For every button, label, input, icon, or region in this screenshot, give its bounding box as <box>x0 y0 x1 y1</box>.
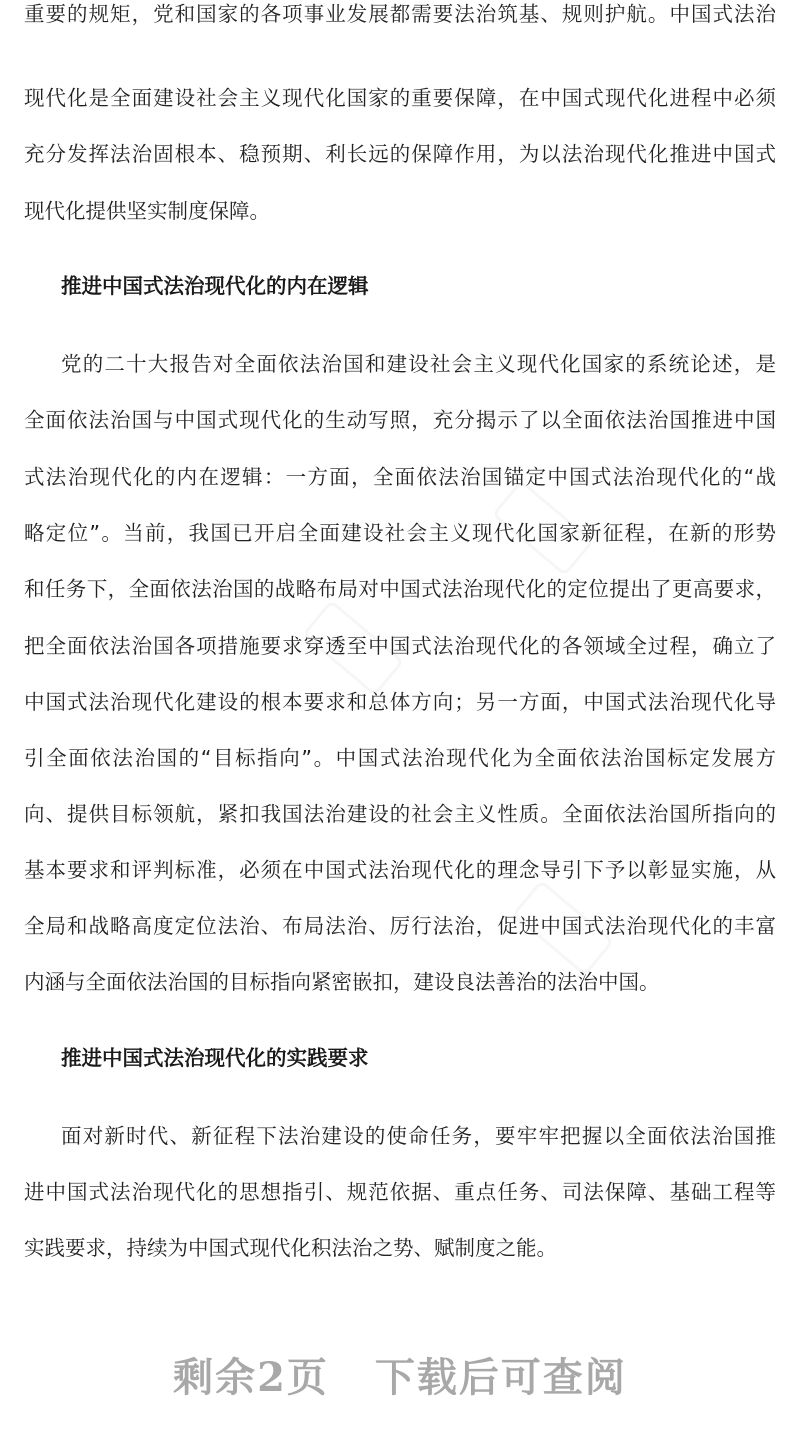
text-line: 式法治现代化的内在逻辑：一方面，全面依法治国锚定中国式法治现代化的“战 <box>24 465 776 489</box>
text-line: 中国式法治现代化建设的根本要求和总体方向；另一方面，中国式法治现代化导 <box>24 690 776 714</box>
download-to-view-label: 下载后可查阅 <box>374 1354 627 1401</box>
text-line: 现代化是全面建设社会主义现代化国家的重要保障，在中国式现代化进程中必须 <box>24 86 776 110</box>
text-line: 现代化提供坚实制度保障。 <box>24 199 270 223</box>
text-line: 把全面依法治国各项措施要求穿透至中国式法治现代化的各领域全过程，确立了 <box>24 634 776 658</box>
text-line: 内涵与全面依法治国的目标指向紧密嵌扣，建设良法善治的法治中国。 <box>24 970 660 994</box>
section-heading: 推进中国式法治现代化的实践要求 <box>61 1046 369 1070</box>
text-line: 充分发挥法治固根本、稳预期、利长远的保障作用，为以法治现代化推进中国式 <box>24 142 776 166</box>
text-line: 全面依法治国与中国式现代化的生动写照，充分揭示了以全面依法治国推进中国 <box>24 408 776 432</box>
text-line: 引全面依法治国的“目标指向”。中国式法治现代化为全面依法治国标定发展方 <box>24 746 776 770</box>
text-line: 略定位”。当前，我国已开启全面建设社会主义现代化国家新征程，在新的形势 <box>24 521 776 545</box>
text-line: 实践要求，持续为中国式现代化积法治之势、赋制度之能。 <box>24 1236 557 1260</box>
text-line: 和任务下，全面依法治国的战略布局对中国式法治现代化的定位提出了更高要求， <box>24 577 776 601</box>
section-heading: 推进中国式法治现代化的内在逻辑 <box>61 274 369 298</box>
text-line: 基本要求和评判标准，必须在中国式法治现代化的理念导引下予以彰显实施，从 <box>24 858 776 882</box>
text-line: 进中国式法治现代化的思想指引、规范依据、重点任务、司法保障、基础工程等 <box>24 1180 776 1204</box>
text-line: 全局和战略高度定位法治、布局法治、厉行法治，促进中国式法治现代化的丰富 <box>24 914 776 938</box>
text-line: 重要的规矩，党和国家的各项事业发展都需要法治筑基、规则护航。中国式法治 <box>24 2 776 26</box>
text-line: 面对新时代、新征程下法治建设的使命任务，要牢牢把握以全面依法治国推 <box>61 1124 776 1148</box>
download-prompt[interactable] <box>0 1350 800 1406</box>
remaining-pages-label: 剩余2页 <box>173 1354 329 1401</box>
text-line: 党的二十大报告对全面依法治国和建设社会主义现代化国家的系统论述，是 <box>61 352 776 376</box>
text-line: 向、提供目标领航，紧扣我国法治建设的社会主义性质。全面依法治国所指向的 <box>24 802 776 826</box>
